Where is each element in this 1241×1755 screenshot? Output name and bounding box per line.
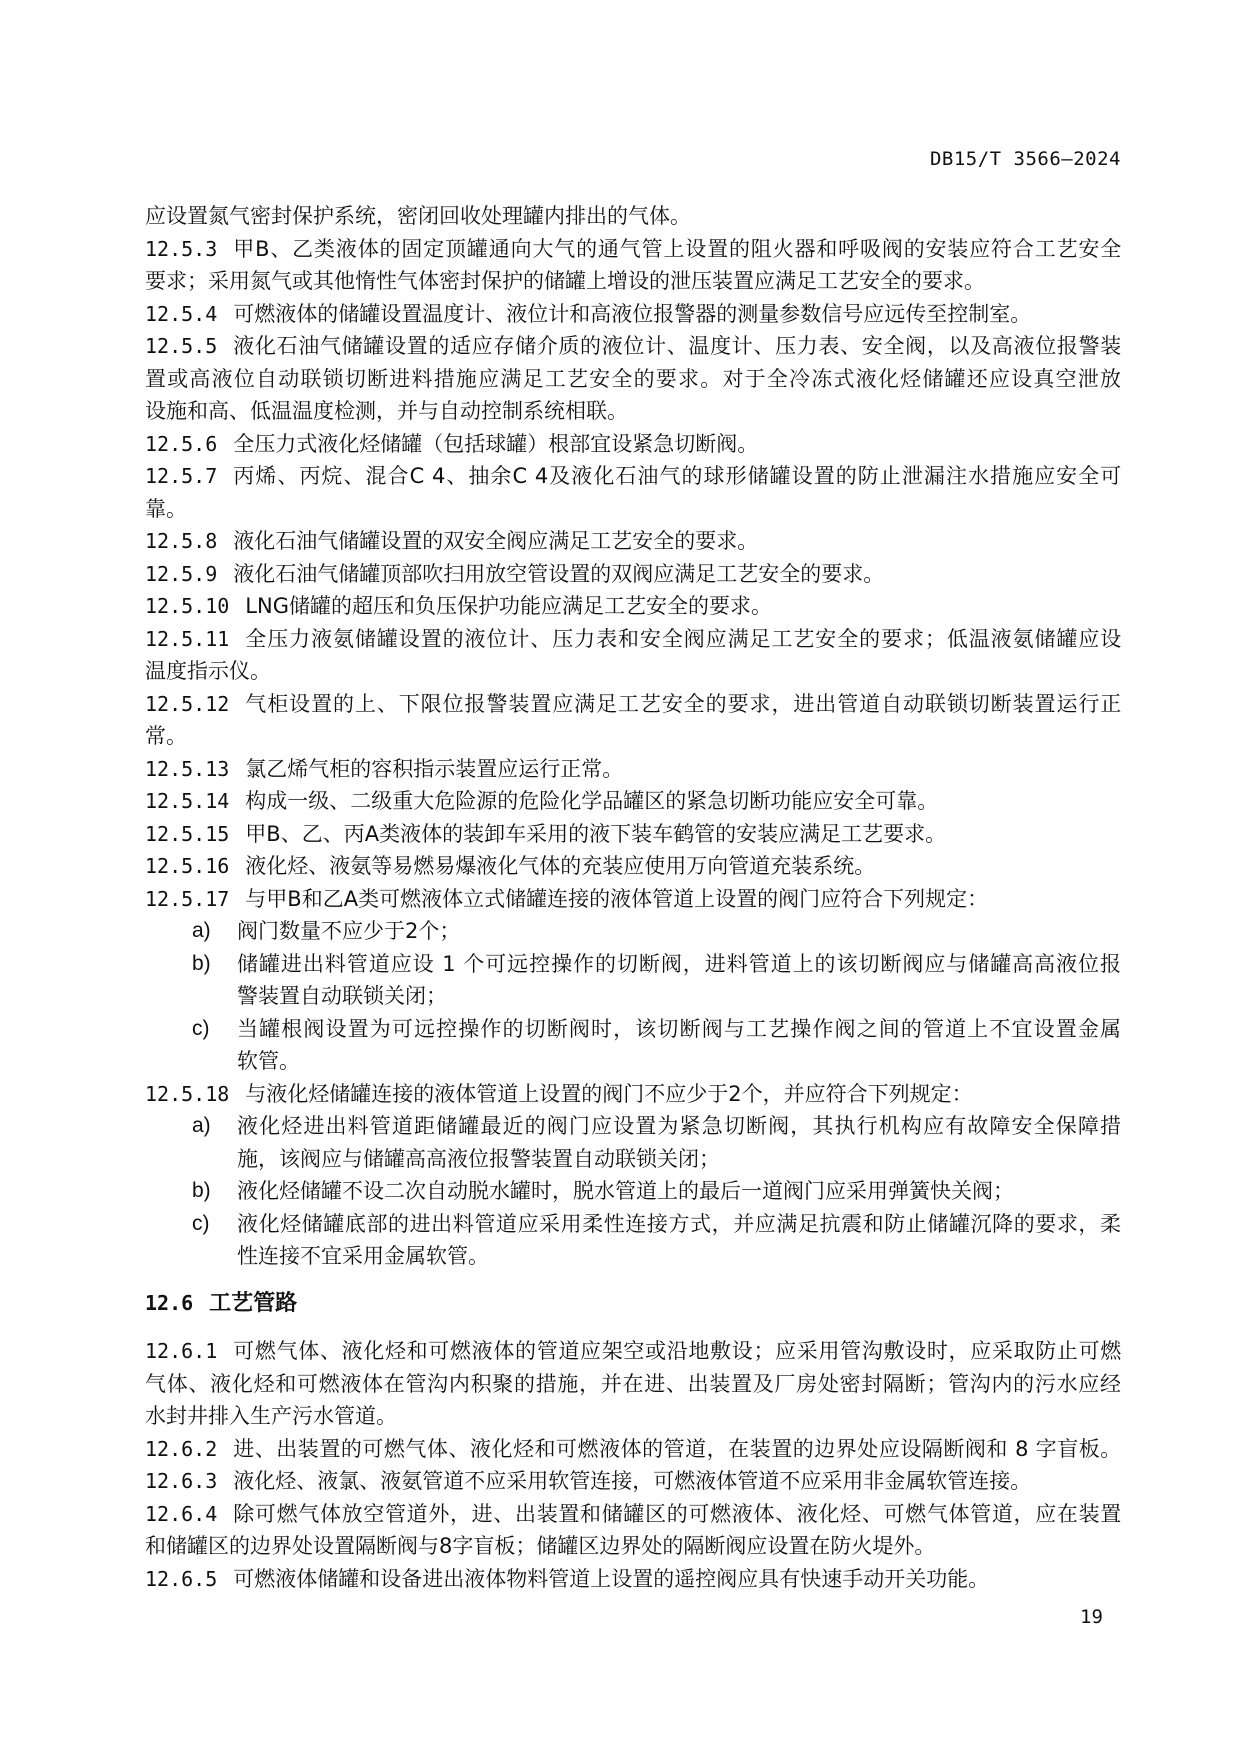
line-text: 液化石油气储罐设置的适应存储介质的液位计、温度计、压力表、安全阀，以及高液位报警装	[233, 334, 1122, 358]
clause-line	[145, 1335, 1121, 1368]
list-item	[145, 1110, 1121, 1143]
clause-line	[145, 785, 1121, 818]
document-body	[145, 200, 1121, 1595]
line-text: 液化烃储罐不设二次自动脱水罐时，脱水管道上的最后一道阀门应采用弹簧快关阀；	[237, 1179, 1014, 1203]
clause-line	[145, 233, 1121, 266]
line-text: 气体、液化烃和可燃液体在管沟内积聚的措施，并在进、出装置及厂房处密封隔断；管沟内的污水应经	[145, 1371, 1121, 1396]
list-label: c)	[192, 1016, 210, 1040]
line-text: 甲B、乙、丙A类液体的装卸车采用的液下装车鹤管的安装应满足工艺要求。	[245, 821, 947, 846]
clause-line	[145, 883, 1121, 916]
text-line	[145, 1530, 1121, 1563]
clause-number: 12.5.4	[145, 301, 218, 326]
line-text: 全压力液氨储罐设置的液位计、压力表和安全阀应满足工艺安全的要求；低温液氨储罐应设	[245, 626, 1122, 651]
line-text: 进、出装置的可燃气体、液化烃和可燃液体的管道，在装置的边界处应设隔断阀和 8 字盲板。	[233, 1436, 1122, 1461]
text-line	[145, 265, 1121, 298]
line-text: 与甲B和乙A类可燃液体立式储罐连接的液体管道上设置的阀门应符合下列规定：	[245, 886, 989, 911]
text-line	[145, 980, 1121, 1013]
line-text: 全压力式液化烃储罐（包括球罐）根部宜设紧急切断阀。	[233, 431, 759, 456]
line-text: 可燃气体、液化烃和可燃液体的管道应架空或沿地敷设；应采用管沟敷设时，应采取防止可燃	[233, 1339, 1122, 1363]
clause-number: 12.5.7	[145, 464, 218, 488]
clause-line	[145, 1498, 1121, 1531]
clause-number: 12.6.3	[145, 1469, 218, 1493]
clause-line	[145, 590, 1121, 623]
clause-number: 12.5.13	[145, 756, 230, 781]
clause-number: 12.5.6	[145, 431, 218, 456]
clause-number: 12.5.15	[145, 821, 230, 846]
text-line	[145, 1368, 1121, 1401]
clause-number: 12.5.17	[145, 886, 230, 911]
text-line	[145, 1240, 1121, 1273]
line-text: 性连接不宜采用金属软管。	[237, 1244, 489, 1268]
clause-line	[145, 298, 1121, 331]
line-text: 可燃液体储罐和设备进出液体物料管道上设置的遥控阀应具有快速手动开关功能。	[233, 1566, 990, 1591]
clause-number: 12.5.11	[145, 626, 230, 651]
line-text: 靠。	[145, 496, 187, 521]
clause-number: 12.5.18	[145, 1081, 230, 1106]
clause-number: 12.5.8	[145, 529, 218, 553]
line-text: 置或高液位自动联锁切断进料措施应满足工艺安全的要求。对于全冷冻式液化烃储罐还应设真空泄放	[145, 366, 1121, 391]
clause-line	[145, 330, 1121, 363]
clause-number: 12.5.14	[145, 789, 230, 813]
list-label: c)	[192, 1211, 210, 1235]
line-text: 水封井排入生产污水管道。	[145, 1404, 397, 1428]
list-item	[145, 915, 1121, 948]
text-line	[145, 720, 1121, 753]
line-text: 应设置氮气密封保护系统，密闭回收处理罐内排出的气体。	[145, 204, 691, 228]
line-text: 当罐根阀设置为可远控操作的切断阀时，该切断阀与工艺操作阀之间的管道上不宜设置金属	[237, 1016, 1121, 1041]
line-text: 常。	[145, 724, 187, 748]
clause-number: 12.6.2	[145, 1436, 218, 1461]
text-line	[145, 1045, 1121, 1078]
line-text: 施，该阀应与储罐高高液位报警装置自动联锁关闭；	[237, 1146, 720, 1171]
clause-number: 12.5.9	[145, 561, 218, 586]
line-text: 要求；采用氮气或其他惰性气体密封保护的储罐上增设的泄压装置应满足工艺安全的要求。	[145, 269, 985, 293]
clause-line	[145, 1465, 1121, 1498]
list-label: a)	[192, 1114, 211, 1137]
line-text: LNG储罐的超压和负压保护功能应满足工艺安全的要求。	[245, 594, 772, 618]
clause-number: 12.6	[145, 1290, 194, 1315]
clause-line	[145, 428, 1121, 461]
text-line	[145, 493, 1121, 526]
list-label: b)	[192, 951, 211, 975]
clause-line	[145, 623, 1121, 656]
list-label: a)	[192, 919, 211, 942]
clause-line	[145, 1433, 1121, 1466]
text-line	[145, 363, 1121, 396]
line-text: 氯乙烯气柜的容积指示装置应运行正常。	[245, 756, 624, 781]
clause-line	[145, 558, 1121, 591]
clause-number: 12.6.1	[145, 1339, 218, 1363]
clause-number: 12.5.3	[145, 236, 218, 261]
line-text: 甲B、乙类液体的固定顶罐通向大气的通气管上设置的阻火器和呼吸阀的安装应符合工艺安全	[233, 236, 1122, 261]
line-text: 液化石油气储罐顶部吹扫用放空管设置的双阀应满足工艺安全的要求。	[233, 561, 885, 586]
line-text: 设施和高、低温温度检测，并与自动控制系统相联。	[145, 399, 628, 423]
text-line	[145, 655, 1121, 688]
line-text: 可燃液体的储罐设置温度计、液位计和高液位报警器的测量参数信号应远传至控制室。	[233, 301, 1032, 326]
clause-line	[145, 1563, 1121, 1596]
list-label: b)	[192, 1179, 211, 1202]
line-text: 液化烃、液氨等易燃易爆液化气体的充装应使用万向管道充装系统。	[245, 854, 876, 878]
clause-number: 12.5.12	[145, 691, 230, 716]
clause-line	[145, 753, 1121, 786]
page-number: 19	[1080, 1606, 1103, 1628]
line-text: 液化石油气储罐设置的双安全阀应满足工艺安全的要求。	[233, 529, 759, 553]
line-text: 液化烃储罐底部的进出料管道应采用柔性连接方式，并应满足抗震和防止储罐沉降的要求，柔	[237, 1211, 1121, 1236]
clause-line	[145, 460, 1121, 493]
line-text: 液化烃、液氯、液氨管道不应采用软管连接，可燃液体管道不应采用非金属软管连接。	[233, 1469, 1032, 1493]
section-title: 工艺管路	[209, 1290, 298, 1316]
text-line	[145, 395, 1121, 428]
line-text: 构成一级、二级重大危险源的危险化学品罐区的紧急切断功能应安全可靠。	[245, 789, 939, 813]
section-heading	[145, 1287, 1121, 1320]
line-text: 除可燃气体放空管道外，进、出装置和储罐区的可燃液体、液化烃、可燃气体管道，应在装置	[233, 1501, 1122, 1526]
clause-number: 12.6.5	[145, 1566, 218, 1591]
line-text: 丙烯、丙烷、混合C 4、抽余C 4及液化石油气的球形储罐设置的防止泄漏注水措施应安全可	[233, 464, 1122, 488]
clause-number: 12.5.16	[145, 854, 230, 878]
clause-line	[145, 1078, 1121, 1111]
clause-line	[145, 818, 1121, 851]
line-text: 液化烃进出料管道距储罐最近的阀门应设置为紧急切断阀，其执行机构应有故障安全保障措	[237, 1114, 1121, 1138]
line-text: 软管。	[237, 1049, 300, 1073]
clause-line	[145, 525, 1121, 558]
text-line	[145, 1143, 1121, 1176]
line-text: 和储罐区的边界处设置隔断阀与8字盲板；储罐区边界处的隔断阀应设置在防火堤外。	[145, 1534, 936, 1558]
line-text: 与液化烃储罐连接的液体管道上设置的阀门不应少于2个，并应符合下列规定：	[245, 1081, 973, 1106]
clause-line	[145, 850, 1121, 883]
list-item	[145, 1208, 1121, 1241]
line-text: 温度指示仪。	[145, 659, 271, 683]
list-item	[145, 1175, 1121, 1208]
text-line	[145, 200, 1121, 233]
text-line	[145, 1400, 1121, 1433]
line-text: 警装置自动联锁关闭；	[237, 984, 447, 1008]
list-item	[145, 1013, 1121, 1046]
clause-line	[145, 688, 1121, 721]
document-id-header: DB15/T 3566—2024	[929, 148, 1121, 170]
list-item	[145, 948, 1121, 981]
line-text: 储罐进出料管道应设 1 个可远控操作的切断阀，进料管道上的该切断阀应与储罐高高液位报	[237, 951, 1121, 976]
line-text: 气柜设置的上、下限位报警装置应满足工艺安全的要求，进出管道自动联锁切断装置运行正	[245, 691, 1122, 716]
clause-number: 12.5.10	[145, 594, 230, 618]
line-text: 阀门数量不应少于2个；	[237, 919, 461, 943]
clause-number: 12.6.4	[145, 1501, 218, 1526]
clause-number: 12.5.5	[145, 334, 218, 358]
